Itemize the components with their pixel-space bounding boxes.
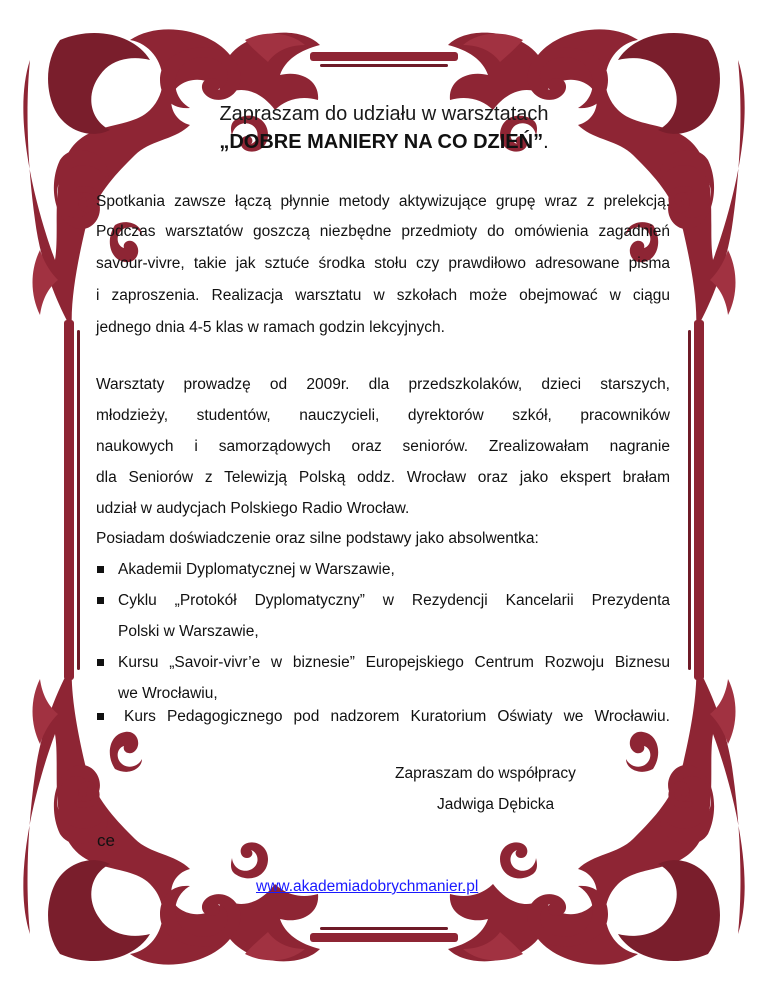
credential-item: Cyklu „Protokół Dyplomatyczny” w Rezydencji Kancelarii Prezydenta xyxy=(118,592,670,609)
bullet-square-icon xyxy=(97,597,104,604)
experience-line: młodzieży, studentów, nauczycieli, dyrektorów szkół, pracowników xyxy=(96,407,670,424)
closing-line: Zapraszam do współpracy xyxy=(395,765,576,782)
intro-line: savour-vivre, takie jak sztuće środka stołu czy prawdiłowo adresowane pisma xyxy=(96,255,670,272)
workshop-title-period: . xyxy=(543,131,549,153)
signature: Jadwiga Dębicka xyxy=(437,796,555,813)
experience-line: udział w audycjach Polskiego Radio Wrocław. xyxy=(96,500,410,517)
experience-line: Warsztaty prowadzę od 2009r. dla przedszkolaków, dzieci starszych, xyxy=(96,376,670,393)
workshop-title-text: „DOBRE MANIERY NA CO DZIEŃ” xyxy=(219,131,544,153)
bullet-square-icon xyxy=(97,713,104,720)
credentials-intro: Posiadam doświadczenie oraz silne podstawy jako absolwentka: xyxy=(96,530,539,547)
experience-line: naukowych i samorządowych oraz seniorów. Zrealizowałam nagranie xyxy=(96,438,670,455)
credential-item-continuation: we Wrocławiu, xyxy=(118,685,218,702)
website-link[interactable]: www.akademiadobrychmanier.pl xyxy=(256,878,479,895)
bullet-square-icon xyxy=(97,659,104,666)
experience-line: dla Seniorów z Telewizją Polską oddz. Wrocław oraz jako ekspert brałam xyxy=(96,469,670,486)
credential-item: Kurs Pedagogicznego pod nadzorem Kuratorium Oświaty we Wrocławiu. xyxy=(124,708,670,725)
stray-text: ce xyxy=(97,831,115,850)
intro-line: Spotkania zawsze łączą płynnie metody aktywizujące grupę wraz z prelekcją. xyxy=(96,193,670,210)
credential-item: Akademii Dyplomatycznej w Warszawie, xyxy=(118,561,395,578)
credential-item: Kursu „Savoir-vivr’e w biznesie” Europejskiego Centrum Rozwoju Biznesu xyxy=(118,654,670,671)
intro-line: i zaproszenia. Realizacja warsztatu w szkołach może obejmować w ciągu xyxy=(96,287,670,304)
credential-item-continuation: Polski w Warszawie, xyxy=(118,623,259,640)
bullet-square-icon xyxy=(97,566,104,573)
intro-line: jednego dnia 4-5 klas w ramach godzin lekcyjnych. xyxy=(96,319,445,336)
workshop-title xyxy=(0,131,768,154)
invitation-heading: Zapraszam do udziału w warsztatach xyxy=(219,103,549,125)
intro-line: Podczas warsztatów goszczą niezbędne przedmioty do omówienia zagadnień xyxy=(96,223,670,240)
